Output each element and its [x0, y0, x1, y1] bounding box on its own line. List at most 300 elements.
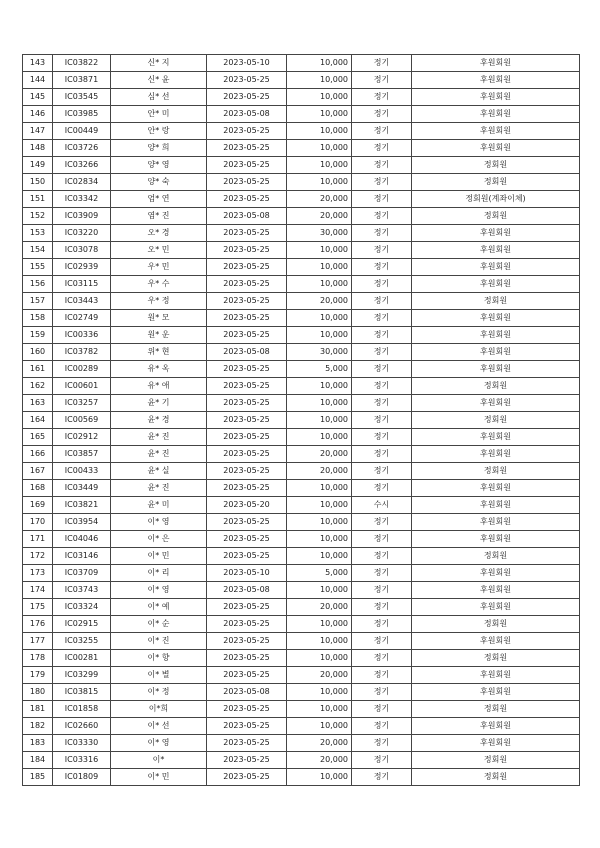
member-category: 정회원 — [412, 650, 580, 667]
member-id: IC03078 — [53, 242, 111, 259]
table-row — [23, 599, 580, 616]
donation-amount: 10,000 — [287, 157, 352, 174]
row-number: 153 — [23, 225, 53, 242]
donation-amount: 10,000 — [287, 327, 352, 344]
member-name: 이* 예 — [111, 599, 207, 616]
donation-type: 정기 — [352, 480, 412, 497]
member-category: 후원회원 — [412, 259, 580, 276]
member-category: 정회원 — [412, 701, 580, 718]
member-id: IC03743 — [53, 582, 111, 599]
donation-type: 정기 — [352, 276, 412, 293]
member-category: 후원회원 — [412, 361, 580, 378]
donation-amount: 10,000 — [287, 72, 352, 89]
donation-amount: 10,000 — [287, 684, 352, 701]
member-id: IC03266 — [53, 157, 111, 174]
donation-amount: 10,000 — [287, 616, 352, 633]
member-category: 후원회원 — [412, 735, 580, 752]
donation-date: 2023-05-25 — [207, 463, 287, 480]
member-id: IC03782 — [53, 344, 111, 361]
member-name: 이* — [111, 752, 207, 769]
member-id: IC00601 — [53, 378, 111, 395]
donation-type: 정기 — [352, 684, 412, 701]
row-number: 143 — [23, 55, 53, 72]
member-id: IC02660 — [53, 718, 111, 735]
donation-date: 2023-05-25 — [207, 89, 287, 106]
donation-date: 2023-05-25 — [207, 174, 287, 191]
member-category: 후원회원 — [412, 123, 580, 140]
donation-date: 2023-05-25 — [207, 242, 287, 259]
donation-date: 2023-05-25 — [207, 72, 287, 89]
table-row — [23, 395, 580, 412]
member-id: IC03255 — [53, 633, 111, 650]
member-id: IC03857 — [53, 446, 111, 463]
member-id: IC02834 — [53, 174, 111, 191]
donation-type: 정기 — [352, 412, 412, 429]
table-row — [23, 276, 580, 293]
donation-type: 정기 — [352, 752, 412, 769]
donation-amount: 20,000 — [287, 446, 352, 463]
member-name: 우* 정 — [111, 293, 207, 310]
member-category: 후원회원 — [412, 327, 580, 344]
member-id: IC03815 — [53, 684, 111, 701]
donation-type: 정기 — [352, 55, 412, 72]
donation-amount: 10,000 — [287, 174, 352, 191]
table-row — [23, 718, 580, 735]
donation-type: 정기 — [352, 208, 412, 225]
member-name: 이* 민 — [111, 769, 207, 786]
table-row — [23, 242, 580, 259]
row-number: 167 — [23, 463, 53, 480]
donation-type: 정기 — [352, 650, 412, 667]
member-id: IC00433 — [53, 463, 111, 480]
member-name: 윤* 미 — [111, 497, 207, 514]
table-row — [23, 616, 580, 633]
member-category: 정회원 — [412, 293, 580, 310]
row-number: 147 — [23, 123, 53, 140]
row-number: 175 — [23, 599, 53, 616]
member-name: 이* 순 — [111, 616, 207, 633]
donation-type: 정기 — [352, 157, 412, 174]
member-id: IC03909 — [53, 208, 111, 225]
member-name: 윤* 진 — [111, 446, 207, 463]
member-id: IC02915 — [53, 616, 111, 633]
row-number: 154 — [23, 242, 53, 259]
donation-type: 정기 — [352, 446, 412, 463]
donation-amount: 10,000 — [287, 259, 352, 276]
table-row — [23, 582, 580, 599]
donation-type: 정기 — [352, 123, 412, 140]
donation-date: 2023-05-25 — [207, 310, 287, 327]
member-category: 정회원 — [412, 157, 580, 174]
row-number: 146 — [23, 106, 53, 123]
donation-date: 2023-05-25 — [207, 548, 287, 565]
donation-date: 2023-05-25 — [207, 718, 287, 735]
donation-date: 2023-05-25 — [207, 395, 287, 412]
member-id: IC03330 — [53, 735, 111, 752]
row-number: 176 — [23, 616, 53, 633]
member-name: 윤* 경 — [111, 412, 207, 429]
donation-date: 2023-05-25 — [207, 514, 287, 531]
table-row — [23, 157, 580, 174]
donation-amount: 10,000 — [287, 497, 352, 514]
member-name: 이* 별 — [111, 667, 207, 684]
member-category: 후원회원 — [412, 140, 580, 157]
member-category: 후원회원 — [412, 106, 580, 123]
member-name: 윤* 진 — [111, 429, 207, 446]
donation-type: 정기 — [352, 633, 412, 650]
table-row — [23, 344, 580, 361]
member-id: IC03985 — [53, 106, 111, 123]
donation-date: 2023-05-25 — [207, 769, 287, 786]
row-number: 145 — [23, 89, 53, 106]
member-category: 정회원 — [412, 412, 580, 429]
member-category: 후원회원 — [412, 667, 580, 684]
donation-type: 정기 — [352, 106, 412, 123]
donation-type: 정기 — [352, 599, 412, 616]
member-id: IC03449 — [53, 480, 111, 497]
member-category: 후원회원 — [412, 310, 580, 327]
donation-amount: 10,000 — [287, 310, 352, 327]
table-row — [23, 106, 580, 123]
donation-amount: 20,000 — [287, 293, 352, 310]
member-name: 이*희 — [111, 701, 207, 718]
donation-date: 2023-05-10 — [207, 55, 287, 72]
donation-amount: 10,000 — [287, 123, 352, 140]
member-name: 이* 선 — [111, 718, 207, 735]
donation-date: 2023-05-25 — [207, 191, 287, 208]
member-name: 신* 윤 — [111, 72, 207, 89]
donation-amount: 5,000 — [287, 361, 352, 378]
member-category: 후원회원 — [412, 633, 580, 650]
donation-type: 정기 — [352, 310, 412, 327]
donation-type: 정기 — [352, 327, 412, 344]
row-number: 148 — [23, 140, 53, 157]
row-number: 178 — [23, 650, 53, 667]
donation-date: 2023-05-25 — [207, 378, 287, 395]
member-name: 우* 수 — [111, 276, 207, 293]
donation-date: 2023-05-25 — [207, 531, 287, 548]
member-name: 심* 선 — [111, 89, 207, 106]
member-id: IC03443 — [53, 293, 111, 310]
row-number: 161 — [23, 361, 53, 378]
donation-amount: 10,000 — [287, 55, 352, 72]
member-id: IC00281 — [53, 650, 111, 667]
member-name: 유* 애 — [111, 378, 207, 395]
donation-amount: 20,000 — [287, 752, 352, 769]
donation-amount: 10,000 — [287, 548, 352, 565]
donation-date: 2023-05-25 — [207, 276, 287, 293]
table-row — [23, 361, 580, 378]
member-category: 정회원 — [412, 463, 580, 480]
member-name: 염* 진 — [111, 208, 207, 225]
donation-type: 정기 — [352, 242, 412, 259]
member-name: 신* 지 — [111, 55, 207, 72]
donation-date: 2023-05-25 — [207, 701, 287, 718]
member-id: IC03726 — [53, 140, 111, 157]
row-number: 170 — [23, 514, 53, 531]
member-id: IC03709 — [53, 565, 111, 582]
member-category: 정회원(계좌이체) — [412, 191, 580, 208]
donation-date: 2023-05-25 — [207, 123, 287, 140]
donation-date: 2023-05-08 — [207, 208, 287, 225]
donation-date: 2023-05-25 — [207, 650, 287, 667]
member-name: 안* 미 — [111, 106, 207, 123]
member-id: IC03545 — [53, 89, 111, 106]
member-name: 윤* 실 — [111, 463, 207, 480]
donation-date: 2023-05-25 — [207, 225, 287, 242]
table-row — [23, 72, 580, 89]
donation-type: 정기 — [352, 259, 412, 276]
member-name: 오* 민 — [111, 242, 207, 259]
donation-date: 2023-05-25 — [207, 140, 287, 157]
donation-amount: 10,000 — [287, 412, 352, 429]
donation-date: 2023-05-08 — [207, 344, 287, 361]
donation-type: 정기 — [352, 718, 412, 735]
row-number: 150 — [23, 174, 53, 191]
donation-type: 정기 — [352, 72, 412, 89]
donation-type: 정기 — [352, 344, 412, 361]
donation-amount: 10,000 — [287, 276, 352, 293]
member-category: 정회원 — [412, 174, 580, 191]
donation-amount: 10,000 — [287, 701, 352, 718]
member-name: 이* 은 — [111, 531, 207, 548]
donation-amount: 10,000 — [287, 242, 352, 259]
donation-date: 2023-05-25 — [207, 446, 287, 463]
member-name: 양* 숙 — [111, 174, 207, 191]
donation-amount: 20,000 — [287, 735, 352, 752]
donation-date: 2023-05-25 — [207, 429, 287, 446]
row-number: 172 — [23, 548, 53, 565]
donation-type: 수시 — [352, 497, 412, 514]
member-name: 이* 영 — [111, 582, 207, 599]
donation-date: 2023-05-25 — [207, 412, 287, 429]
member-category: 후원회원 — [412, 242, 580, 259]
donation-amount: 10,000 — [287, 650, 352, 667]
donation-amount: 5,000 — [287, 565, 352, 582]
donation-date: 2023-05-25 — [207, 667, 287, 684]
member-category: 정회원 — [412, 616, 580, 633]
donation-type: 정기 — [352, 616, 412, 633]
table-row — [23, 140, 580, 157]
donation-date: 2023-05-25 — [207, 599, 287, 616]
member-id: IC03115 — [53, 276, 111, 293]
row-number: 173 — [23, 565, 53, 582]
row-number: 179 — [23, 667, 53, 684]
member-name: 이* 진 — [111, 633, 207, 650]
donation-amount: 30,000 — [287, 225, 352, 242]
row-number: 185 — [23, 769, 53, 786]
donation-type: 정기 — [352, 429, 412, 446]
donor-table-body — [23, 55, 580, 786]
row-number: 157 — [23, 293, 53, 310]
donation-date: 2023-05-25 — [207, 616, 287, 633]
donation-date: 2023-05-10 — [207, 565, 287, 582]
row-number: 168 — [23, 480, 53, 497]
donation-date: 2023-05-25 — [207, 480, 287, 497]
member-name: 양* 희 — [111, 140, 207, 157]
member-name: 이* 영 — [111, 514, 207, 531]
row-number: 165 — [23, 429, 53, 446]
member-category: 후원회원 — [412, 276, 580, 293]
member-id: IC03342 — [53, 191, 111, 208]
member-id: IC03299 — [53, 667, 111, 684]
donation-amount: 20,000 — [287, 208, 352, 225]
member-name: 윤* 기 — [111, 395, 207, 412]
donation-type: 정기 — [352, 514, 412, 531]
donation-amount: 10,000 — [287, 769, 352, 786]
member-name: 이* 리 — [111, 565, 207, 582]
member-category: 정회원 — [412, 752, 580, 769]
donation-type: 정기 — [352, 140, 412, 157]
member-name: 엄* 연 — [111, 191, 207, 208]
table-row — [23, 412, 580, 429]
row-number: 149 — [23, 157, 53, 174]
donor-table — [22, 54, 580, 786]
table-row — [23, 565, 580, 582]
donation-amount: 10,000 — [287, 633, 352, 650]
donation-amount: 10,000 — [287, 531, 352, 548]
table-row — [23, 446, 580, 463]
table-row — [23, 752, 580, 769]
row-number: 169 — [23, 497, 53, 514]
member-category: 정회원 — [412, 548, 580, 565]
member-name: 이* 정 — [111, 684, 207, 701]
donation-amount: 10,000 — [287, 378, 352, 395]
donation-date: 2023-05-08 — [207, 582, 287, 599]
member-name: 원* 모 — [111, 310, 207, 327]
table-row — [23, 480, 580, 497]
donation-type: 정기 — [352, 548, 412, 565]
member-id: IC01809 — [53, 769, 111, 786]
member-category: 후원회원 — [412, 395, 580, 412]
member-name: 위* 현 — [111, 344, 207, 361]
table-row — [23, 497, 580, 514]
donation-date: 2023-05-25 — [207, 259, 287, 276]
donation-amount: 10,000 — [287, 140, 352, 157]
member-id: IC03822 — [53, 55, 111, 72]
member-name: 이* 향 — [111, 650, 207, 667]
table-row — [23, 769, 580, 786]
member-id: IC02912 — [53, 429, 111, 446]
member-category: 정회원 — [412, 208, 580, 225]
donation-date: 2023-05-25 — [207, 293, 287, 310]
row-number: 152 — [23, 208, 53, 225]
member-category: 후원회원 — [412, 446, 580, 463]
member-name: 윤* 진 — [111, 480, 207, 497]
row-number: 155 — [23, 259, 53, 276]
donation-amount: 10,000 — [287, 514, 352, 531]
donation-date: 2023-05-25 — [207, 735, 287, 752]
donation-amount: 20,000 — [287, 463, 352, 480]
donation-type: 정기 — [352, 531, 412, 548]
donation-amount: 10,000 — [287, 429, 352, 446]
row-number: 180 — [23, 684, 53, 701]
donation-type: 정기 — [352, 463, 412, 480]
member-category: 후원회원 — [412, 429, 580, 446]
member-name: 우* 민 — [111, 259, 207, 276]
row-number: 159 — [23, 327, 53, 344]
donation-type: 정기 — [352, 735, 412, 752]
member-id: IC00449 — [53, 123, 111, 140]
member-category: 후원회원 — [412, 344, 580, 361]
donation-date: 2023-05-25 — [207, 361, 287, 378]
donation-date: 2023-05-25 — [207, 327, 287, 344]
member-id: IC00289 — [53, 361, 111, 378]
member-name: 유* 옥 — [111, 361, 207, 378]
row-number: 160 — [23, 344, 53, 361]
row-number: 158 — [23, 310, 53, 327]
table-row — [23, 123, 580, 140]
member-id: IC03954 — [53, 514, 111, 531]
donation-date: 2023-05-20 — [207, 497, 287, 514]
donation-date: 2023-05-25 — [207, 157, 287, 174]
row-number: 163 — [23, 395, 53, 412]
row-number: 174 — [23, 582, 53, 599]
donation-type: 정기 — [352, 191, 412, 208]
table-row — [23, 429, 580, 446]
donation-type: 정기 — [352, 89, 412, 106]
donation-type: 정기 — [352, 395, 412, 412]
member-id: IC03257 — [53, 395, 111, 412]
table-row — [23, 514, 580, 531]
row-number: 156 — [23, 276, 53, 293]
donation-type: 정기 — [352, 769, 412, 786]
table-row — [23, 667, 580, 684]
member-id: IC00569 — [53, 412, 111, 429]
donation-amount: 30,000 — [287, 344, 352, 361]
table-row — [23, 293, 580, 310]
member-category: 후원회원 — [412, 514, 580, 531]
member-name: 이* 민 — [111, 548, 207, 565]
member-category: 후원회원 — [412, 582, 580, 599]
table-row — [23, 259, 580, 276]
table-row — [23, 174, 580, 191]
member-id: IC01858 — [53, 701, 111, 718]
member-id: IC03871 — [53, 72, 111, 89]
member-category: 후원회원 — [412, 480, 580, 497]
member-name: 양* 영 — [111, 157, 207, 174]
row-number: 144 — [23, 72, 53, 89]
table-row — [23, 650, 580, 667]
donation-type: 정기 — [352, 174, 412, 191]
donation-amount: 10,000 — [287, 106, 352, 123]
table-row — [23, 463, 580, 480]
table-row — [23, 310, 580, 327]
table-row — [23, 327, 580, 344]
donation-date: 2023-05-25 — [207, 752, 287, 769]
row-number: 162 — [23, 378, 53, 395]
member-category: 후원회원 — [412, 89, 580, 106]
row-number: 184 — [23, 752, 53, 769]
member-id: IC03324 — [53, 599, 111, 616]
row-number: 164 — [23, 412, 53, 429]
row-number: 151 — [23, 191, 53, 208]
member-id: IC02749 — [53, 310, 111, 327]
member-id: IC02939 — [53, 259, 111, 276]
row-number: 177 — [23, 633, 53, 650]
donation-type: 정기 — [352, 361, 412, 378]
donation-type: 정기 — [352, 701, 412, 718]
table-row — [23, 89, 580, 106]
donation-amount: 20,000 — [287, 599, 352, 616]
member-category: 정회원 — [412, 769, 580, 786]
donation-date: 2023-05-25 — [207, 633, 287, 650]
member-name: 오* 경 — [111, 225, 207, 242]
row-number: 183 — [23, 735, 53, 752]
donation-type: 정기 — [352, 565, 412, 582]
member-id: IC03316 — [53, 752, 111, 769]
donation-type: 정기 — [352, 378, 412, 395]
